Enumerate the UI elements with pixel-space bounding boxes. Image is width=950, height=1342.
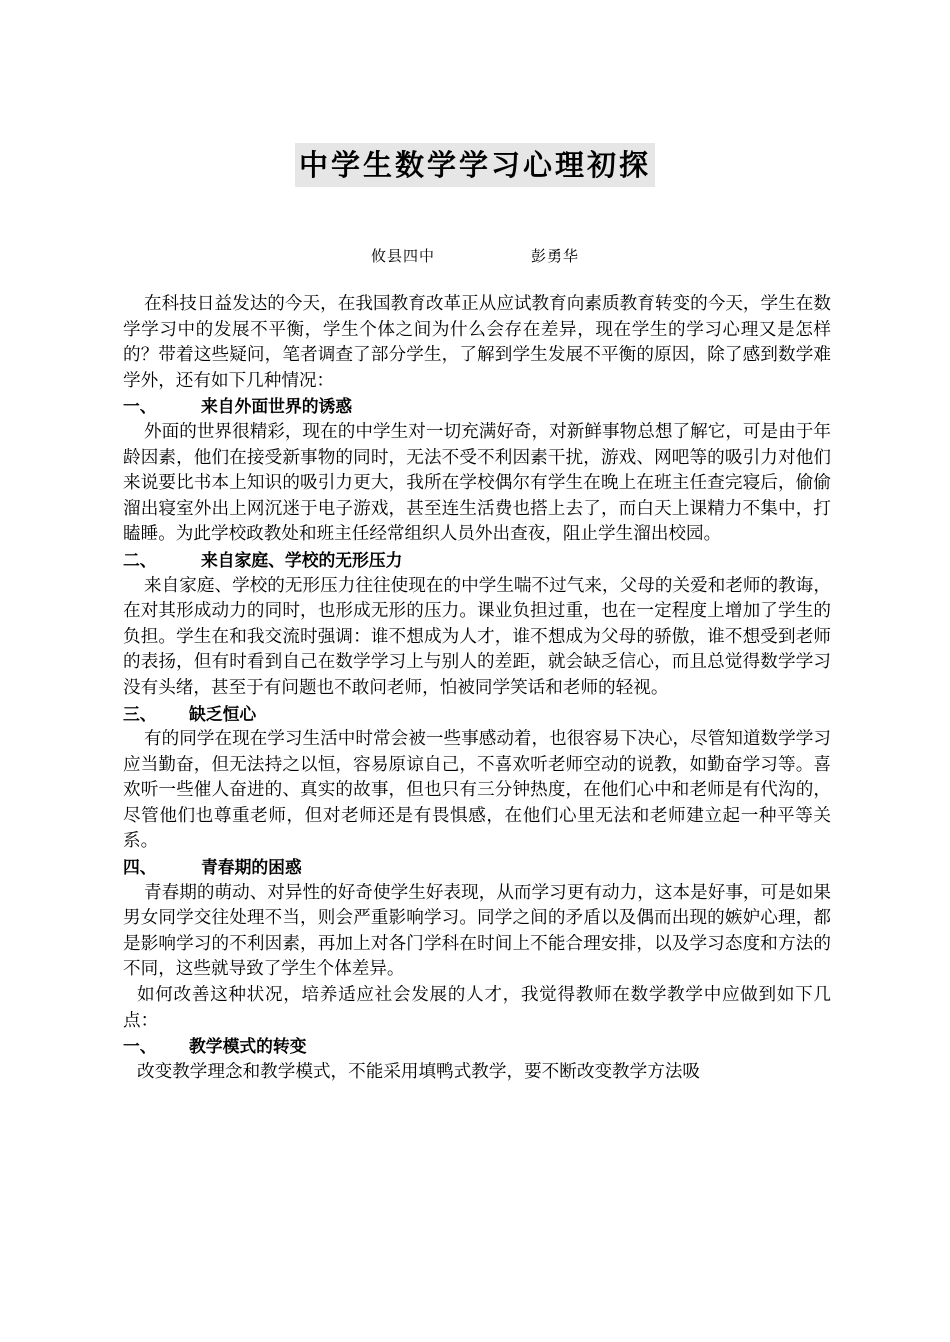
intro-paragraph: 在科技日益发达的今天，在我国教育改革正从应试教育向素质教育转变的今天，学生在数学学习中的发展不平衡，学生个体之间为什么会存在差异，现在学生的学习心理又是怎样的？带着这些疑问，笔者调查了部分学生，了解到学生发展不平衡的原因，除了感到数学难学外，还有如下几种情况：	[123, 294, 831, 391]
byline	[0, 245, 950, 267]
section-heading	[123, 548, 831, 574]
section-heading	[123, 394, 831, 420]
article-body	[123, 292, 831, 1085]
subsection-title: 教学模式的转变	[189, 1036, 307, 1057]
section-heading	[123, 702, 831, 728]
subsection-paragraph: 改变教学理念和教学模式，不能采用填鸭式教学，要不断改变教学方法吸	[137, 1061, 701, 1082]
section-title: 青春期的困惑	[201, 857, 302, 878]
section-title: 来自家庭、学校的无形压力	[201, 549, 403, 570]
section-paragraph: 有的同学在现在学习生活中时常会被一些事感动着，也很容易下决心，尽管知道数学学习应当勤奋，但无法持之以恒，容易原谅自己，不喜欢听老师空动的说教，如勤奋学习等。喜欢听一些催人奋进的、真实的故事，但也只有三分钟热度，在他们心中和老师是有代沟的，尽管他们也尊重老师，但对老师还是有畏惧感，在他们心里无法和老师建立起一种平等关系。	[123, 729, 831, 852]
section-title: 来自外面世界的诱惑	[201, 396, 353, 417]
page-title: 中学生数学学习心理初探	[295, 143, 655, 187]
section-title: 缺乏恒心	[189, 703, 257, 724]
section-number: 二、	[123, 549, 157, 570]
section-number: 四、	[123, 857, 157, 878]
author-name: 彭勇华	[531, 247, 580, 265]
section-paragraph: 外面的世界很精彩，现在的中学生对一切充满好奇，对新鲜事物总想了解它，可是由于年龄因素，他们在接受新事物的同时，无法不受不利因素干扰，游戏、网吧等的吸引力对他们来说要比书本上知识的吸引力更大，我所在学校偶尔有学生在晚上在班主任查完寝后，偷偷溜出寝室外出上网沉迷于电子游戏，甚至连生活费也搭上去了，而白天上课精力不集中，打瞌睡。为此学校政教处和班主任经常组织人员外出查夜，阻止学生溜出校园。	[123, 421, 831, 545]
subsection-number: 一、	[123, 1036, 157, 1057]
subsection-heading	[123, 1034, 831, 1060]
section-number: 一、	[123, 396, 157, 417]
section-number: 三、	[123, 703, 157, 724]
section-paragraph: 来自家庭、学校的无形压力往往使现在的中学生喘不过气来，父母的关爱和老师的教诲，在对其形成动力的同时，也形成无形的压力。课业负担过重，也在一定程度上增加了学生的负担。学生在和我交流时强调：谁不想成为人才，谁不想成为父母的骄傲，谁不想受到老师的表扬，但有时看到自己在数学学习上与别人的差距，就会缺乏信心，而且总觉得数学学习没有头绪，甚至于有问题也不敢问老师，怕被同学笑话和老师的轻视。	[123, 575, 831, 698]
transition-paragraph: 如何改善这种状况，培养适应社会发展的人才，我觉得教师在数学教学中应做到如下几点：	[123, 985, 831, 1031]
title-block	[0, 143, 950, 187]
section-paragraph: 青春期的萌动、对异性的好奇使学生好表现，从而学习更有动力，这本是好事，可是如果男女同学交往处理不当，则会严重影响学习。同学之间的矛盾以及偶而出现的嫉妒心理，都是影响学习的不利因素，再加上对各门学科在时间上不能合理安排，以及学习态度和方法的不同，这些就导致了学生个体差异。	[123, 882, 831, 980]
section-heading	[123, 855, 831, 881]
school-name: 攸县四中	[370, 247, 435, 265]
